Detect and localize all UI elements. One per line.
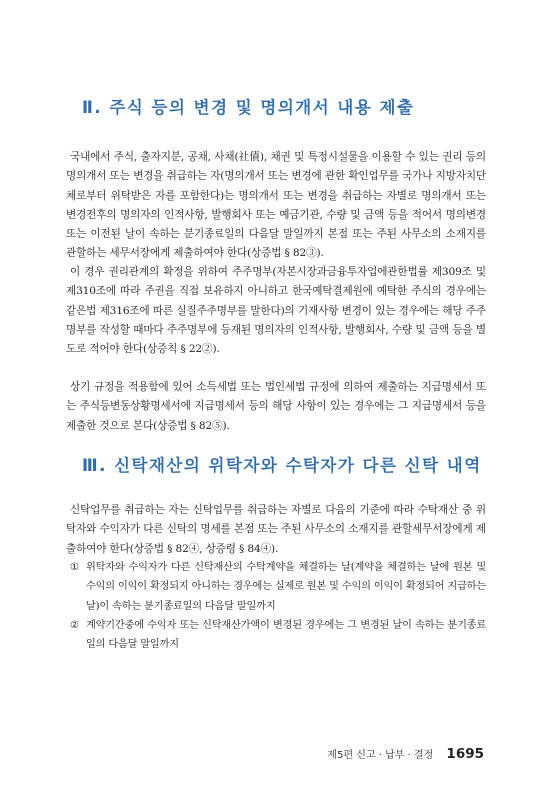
list-item-marker: ② — [70, 620, 79, 631]
page-footer — [327, 743, 484, 762]
section-heading-2: Ⅱ. 주식 등의 변경 및 명의개서 내용 제출 — [82, 98, 415, 117]
section-heading-3: Ⅲ. 신탁재산의 위탁자와 수탁자가 다른 신탁 내역 — [82, 456, 482, 475]
list-item — [70, 616, 486, 655]
page-number: 1695 — [446, 745, 484, 762]
footer-section-title: 제5편 신고 · 납부 · 결정 — [327, 750, 434, 761]
paragraph-stock-transfer: 국내에서 주식, 출자지분, 공채, 사채(社債), 채권 및 특정시설물을 이용할 수 있는 권리 등의 명의개서 또는 변경을 취급하는 자(명의개서 또는 변경에 관한 확인업무를 국가나 지방자치단체로부터 위탁받은 자를 포함한다)는 명의개서 또는 변경을 취급하는 자별로 명의개서 또는 변경전후의 명의자의 인적사항, 발행회사 또는 예금기관, 수량 및 금액 등을 적어서 명의변경 또는 이전된 날이 속하는 분기종료일의 다음달 말일까지 본점 또는 주된 사무소의 소재지를 관할하는 세무서장에게 제출하여야 한다(상증법 § 82③). — [66, 151, 486, 260]
list-item-marker: ① — [70, 562, 79, 573]
list-item — [70, 558, 486, 616]
list-item-text: 위탁자와 수익자가 다른 신탁재산의 수탁계약을 체결하는 날(계약을 체결하는 날에 원본 및 수익의 이익이 확정되지 아니하는 경우에는 실제로 원본 및 수익의 이익이 확정되어 지급하는 날)이 속하는 분기종료일의 다음달 말일까지 — [86, 562, 486, 612]
paragraph-trust-business: 신탁업무를 취급하는 자는 신탁업무를 취급하는 자별로 다음의 기준에 따라 수탁재산 중 위탁자와 수익자가 다른 신탁의 명세를 본점 또는 주된 사무소의 소재지를 관할세무서장에게 제출하여야 한다(상증법 § 82④, 상증령 § 84④). — [66, 504, 486, 555]
list-item-text: 계약기간중에 수익자 또는 신탁재산가액이 변경된 경우에는 그 변경된 날이 속하는 분기종료일의 다음달 말일까지 — [86, 620, 486, 651]
paragraph-shareholder-register: 이 경우 권리관계의 확정을 위하여 주주명부(자본시장과금융투자업에관한법률 제309조 및 제310조에 따라 주권을 직접 보유하지 아니하고 한국예탁결제원에 예탁한 주식의 경우에는 같은법 제316조에 따른 실질주주명부를 말한다)의 기재사항 변경이 있는 경우에는 해당 주주명부를 작성할 때마다 주주명부에 등재된 명의자의 인적사항, 발행회사, 수량 및 금액 등을 별도로 적어야 한다(상증칙 § 22②). — [66, 266, 486, 356]
paragraph-payment-statement: 상기 규정을 적용함에 있어 소득세법 또는 법인세법 규정에 의하여 제출하는 지급명세서 또는 주식등변동상황명세서에 지급명세서 등의 해당 사항이 있는 경우에는 그 지급명세서 등을 제출한 것으로 본다(상증법 § 82⑤). — [66, 381, 486, 432]
